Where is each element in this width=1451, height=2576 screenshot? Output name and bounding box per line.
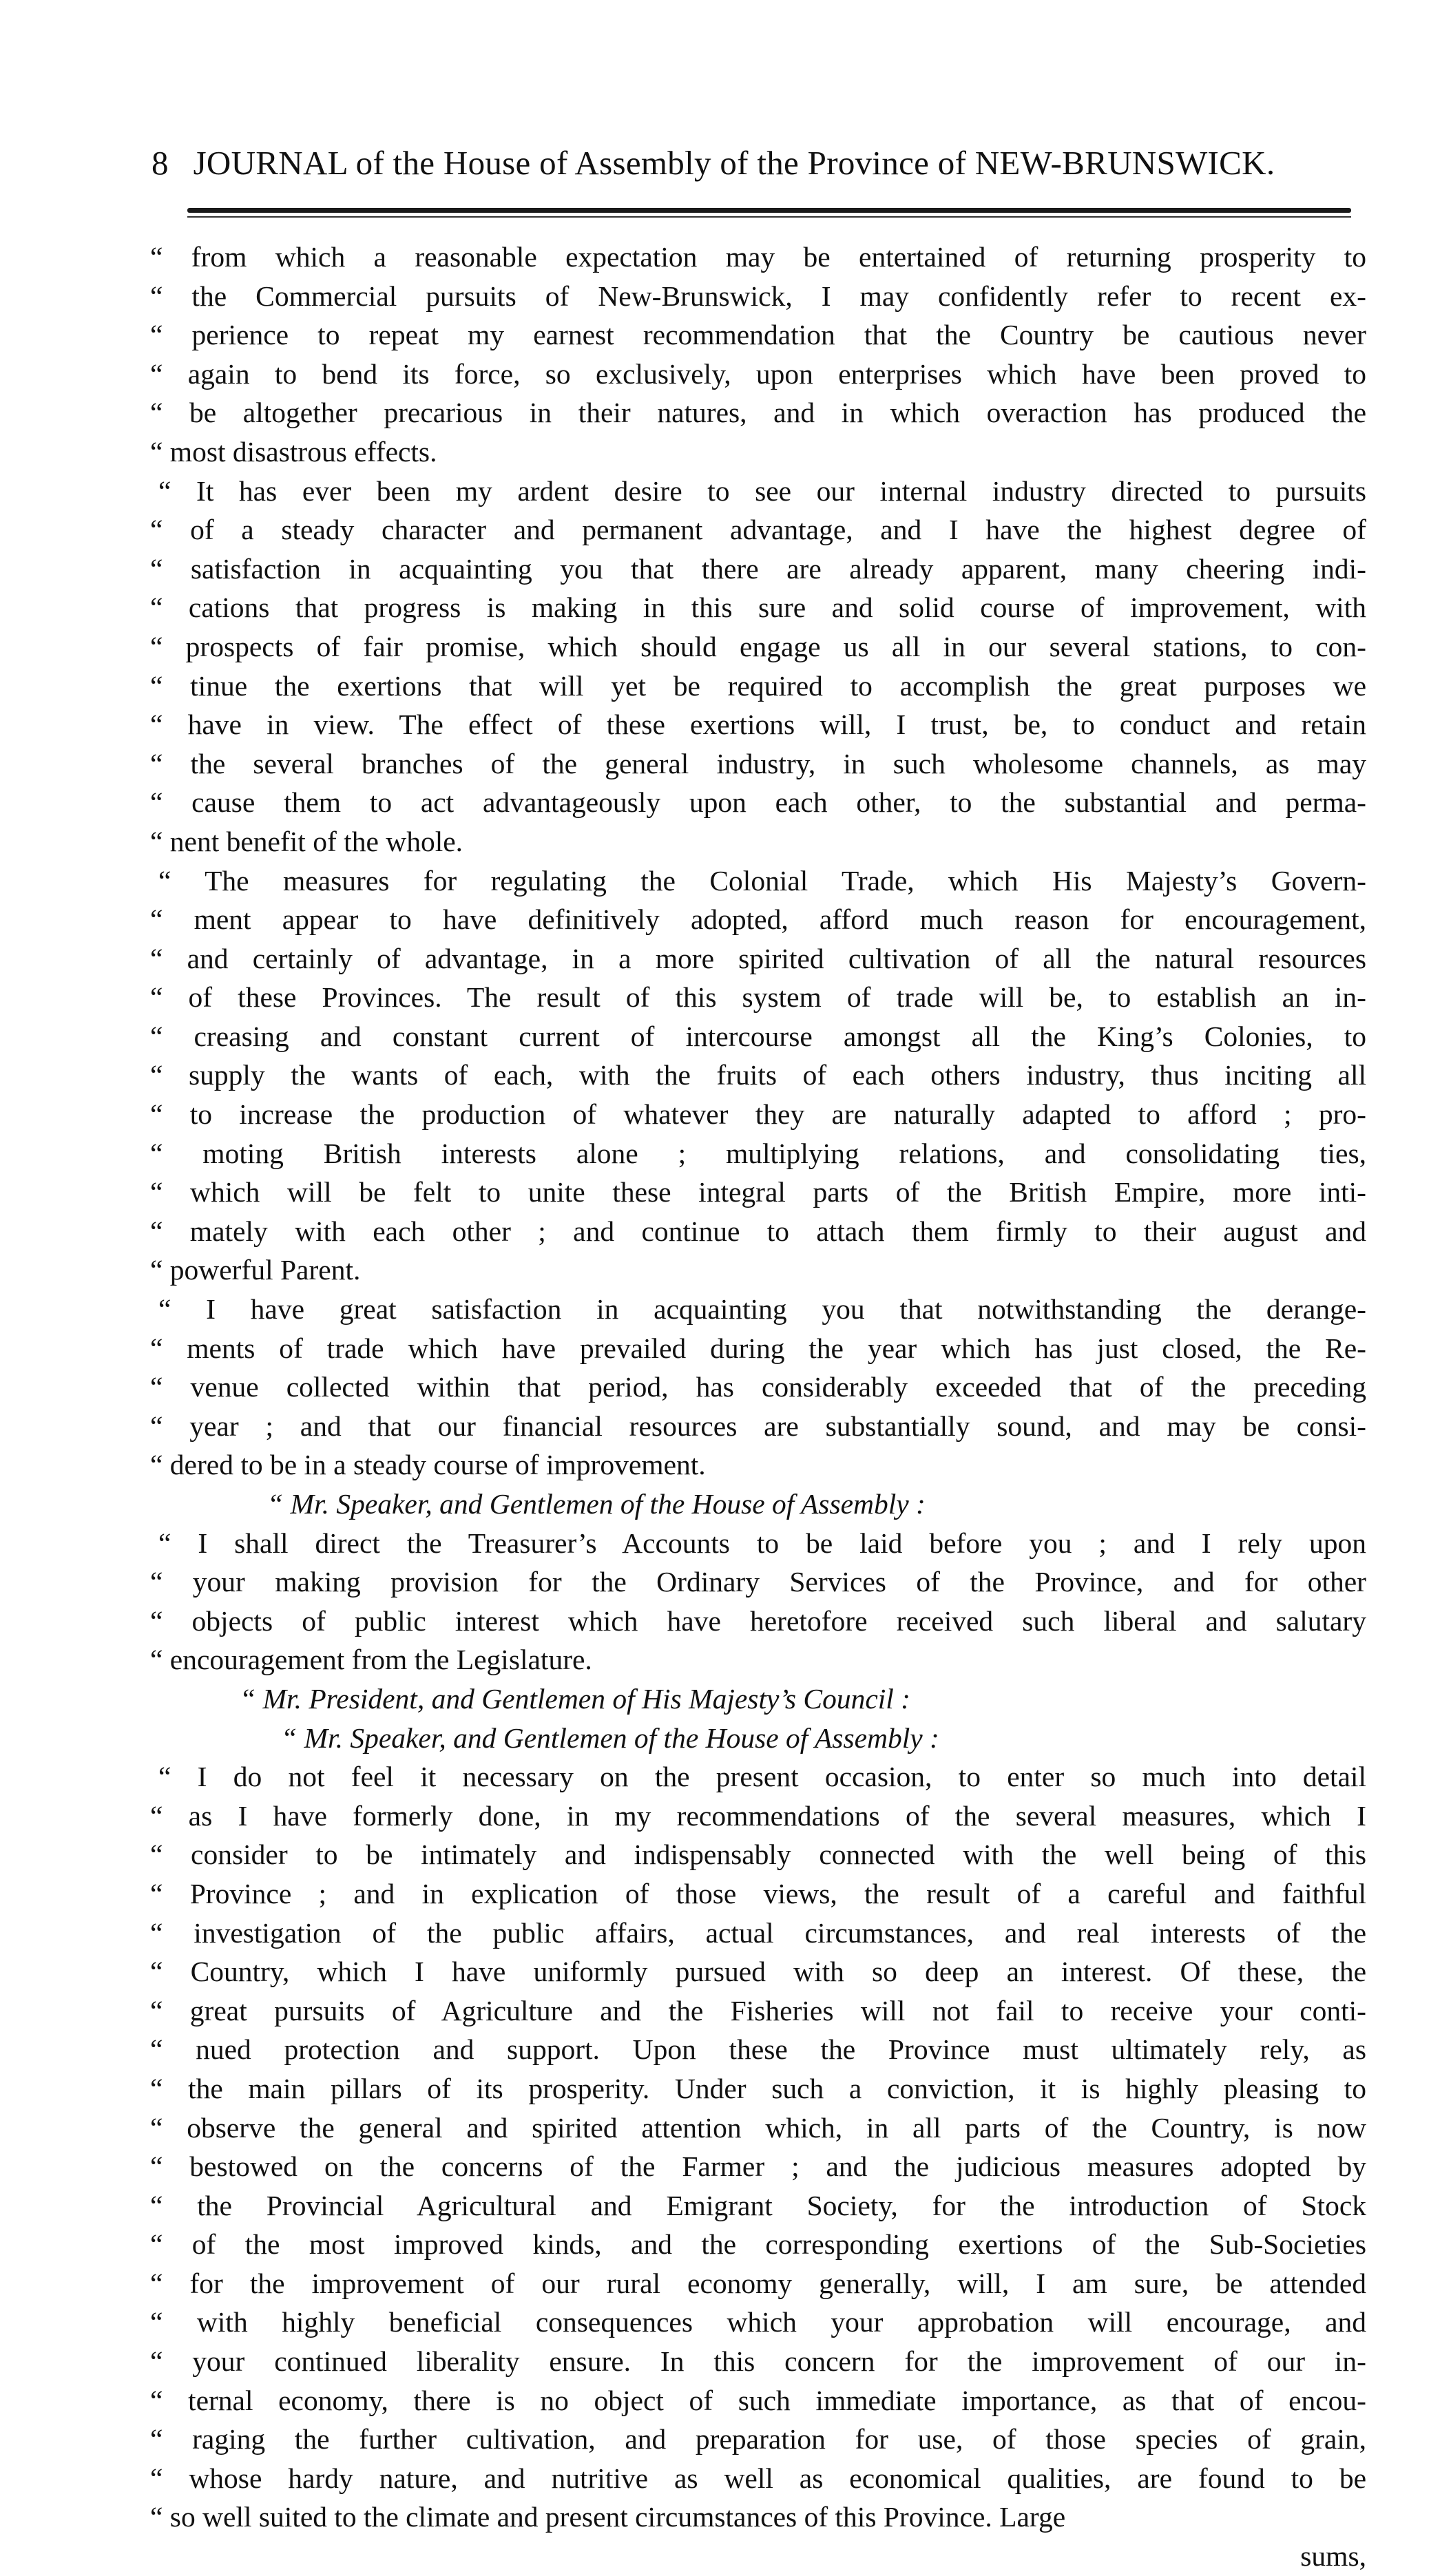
line-text: “ ternal economy, there is no object of such immediate importance, as that of encou- — [150, 2384, 1366, 2416]
text-line — [150, 355, 1366, 394]
line-text: “ the main pillars of its prosperity. Under such a conviction, it is highly pleasing to — [150, 2072, 1366, 2104]
line-text: “ objects of public interest which have heretofore received such liberal and salutary — [150, 1604, 1366, 1637]
text-line — [150, 2342, 1366, 2381]
line-text: “ of these Provinces. The result of this system of trade will be, to establish an in- — [150, 981, 1366, 1014]
text-line — [150, 238, 1366, 277]
line-text: “ with highly beneficial consequences which your approbation will encourage, and — [150, 2306, 1366, 2338]
text-line — [150, 1835, 1366, 1874]
line-text: “ Province ; and in explication of those views, the result of a careful and faithful — [150, 1877, 1366, 1909]
text-line — [150, 1797, 1366, 1836]
text-line — [150, 744, 1366, 784]
text-line — [150, 393, 1366, 432]
text-line — [150, 1173, 1366, 1212]
line-text: “ Mr. Speaker, and Gentlemen of the House of Assembly : — [281, 1721, 939, 1754]
text-line — [150, 2498, 1366, 2537]
text-line — [150, 822, 1366, 861]
text-line — [150, 1445, 1366, 1485]
line-text: “ again to bend its force, so exclusively, upon enterprises which have been proved to — [150, 357, 1366, 390]
line-text: “ the Commercial pursuits of New-Brunswick, I may confidently refer to recent ex- — [150, 280, 1366, 312]
line-text: “ ments of trade which have prevailed during the year which has just closed, the Re- — [150, 1332, 1366, 1364]
text-line — [150, 1562, 1366, 1602]
running-title: JOURNAL of the House of Assembly of the Province of NEW-BRUNSWICK. — [193, 144, 1275, 182]
line-text: “ of a steady character and permanent advantage, and I have the highest degree of — [150, 514, 1366, 546]
line-text: “ of the most improved kinds, and the corresponding exertions of the Sub-Societies — [150, 2228, 1366, 2261]
text-line — [150, 939, 1366, 978]
line-text: “ bestowed on the concerns of the Farmer ; and the judicious measures adopted by — [150, 2150, 1366, 2183]
text-line — [150, 1952, 1366, 1991]
text-line — [150, 1095, 1366, 1134]
text-line — [150, 1250, 1366, 1290]
line-text: “ as I have formerly done, in my recommendations of the several measures, which I — [150, 1799, 1366, 1832]
line-text: “ so well suited to the climate and present circumstances of this Province. Large — [150, 2501, 1066, 2533]
text-line — [150, 705, 1366, 744]
header-rule-thin — [187, 216, 1351, 218]
line-text: “ observe the general and spirited attention which, in all parts of the Country, is now — [150, 2111, 1366, 2144]
line-text: “ satisfaction in acquainting you that there are already apparent, many cheering indi- — [150, 552, 1366, 585]
line-text: “ powerful Parent. — [150, 1254, 361, 1286]
text-line — [150, 510, 1366, 549]
line-text: “ nent benefit of the whole. — [150, 825, 463, 857]
text-line — [150, 1524, 1366, 1563]
line-text: “ nued protection and support. Upon these the Province must ultimately rely, as — [150, 2033, 1366, 2066]
line-text: “ cations that progress is making in this sure and solid course of improvement, with — [150, 591, 1366, 624]
text-line — [150, 2186, 1366, 2226]
line-text: “ mately with each other ; and continue to attach them firmly to their august and — [150, 1215, 1366, 1247]
text-line — [150, 277, 1366, 316]
address-heading — [150, 1719, 1366, 1758]
text-line — [150, 2147, 1366, 2186]
text-line — [150, 1134, 1366, 1173]
text-line — [150, 861, 1366, 901]
line-text: “ moting British interests alone ; multiplying relations, and consolidating ties, — [150, 1137, 1366, 1169]
text-line — [150, 2069, 1366, 2108]
text-line — [150, 1640, 1366, 1679]
page-number: 8 — [152, 144, 169, 182]
text-line — [150, 667, 1366, 706]
text-line — [150, 1914, 1366, 1953]
line-text: “ encouragement from the Legislature. — [150, 1644, 592, 1676]
line-text: “ from which a reasonable expectation may be entertained of returning prosperity to — [150, 241, 1366, 273]
line-text: “ supply the wants of each, with the fruits of each others industry, thus inciting all — [150, 1059, 1366, 1091]
text-line — [150, 2225, 1366, 2264]
line-text: “ creasing and constant current of intercourse amongst all the King’s Colonies, to — [150, 1020, 1366, 1052]
address-heading — [150, 1485, 1366, 1524]
text-line — [150, 1602, 1366, 1641]
text-line — [150, 783, 1366, 822]
text-line — [150, 1212, 1366, 1251]
line-text: “ perience to repeat my earnest recommendation that the Country be cautious never — [150, 319, 1366, 351]
line-text: “ be altogether precarious in their natures, and in which overaction has produced the — [150, 397, 1366, 429]
line-text: “ dered to be in a steady course of improvement. — [150, 1449, 706, 1481]
text-line — [150, 1290, 1366, 1329]
line-text: “ the several branches of the general industry, in such wholesome channels, as may — [150, 747, 1366, 779]
text-line — [150, 1874, 1366, 1914]
text-line — [150, 1056, 1366, 1095]
running-header — [152, 142, 1377, 185]
address-heading — [150, 1679, 1366, 1719]
text-line — [150, 472, 1366, 511]
text-line — [150, 1407, 1366, 1446]
text-line — [150, 2537, 1366, 2576]
text-line — [150, 627, 1366, 667]
line-text: “ your making provision for the Ordinary Services of the Province, and for other — [150, 1566, 1366, 1598]
text-line — [150, 1757, 1366, 1797]
text-line — [150, 2381, 1366, 2420]
text-line — [150, 2108, 1366, 2148]
text-line — [150, 2303, 1366, 2342]
line-text: “ raging the further cultivation, and preparation for use, of those species of grain, — [150, 2423, 1366, 2455]
text-line — [150, 432, 1366, 472]
line-text: “ Mr. Speaker, and Gentlemen of the House of Assembly : — [267, 1488, 926, 1520]
line-text: “ cause them to act advantageously upon each other, to the substantial and perma- — [150, 786, 1366, 819]
line-text: “ I shall direct the Treasurer’s Accounts to be laid before you ; and I rely upon — [158, 1527, 1366, 1559]
line-text: “ investigation of the public affairs, actual circumstances, and real interests of the — [150, 1916, 1366, 1949]
line-text: “ I have great satisfaction in acquainting you that notwithstanding the derange- — [158, 1293, 1366, 1326]
line-text: “ prospects of fair promise, which should engage us all in our several stations, to con- — [150, 630, 1366, 662]
text-line — [150, 549, 1366, 589]
text-line — [150, 1368, 1366, 1407]
text-line — [150, 2030, 1366, 2069]
line-text: “ I do not feel it necessary on the present occasion, to enter so much into detail — [158, 1761, 1366, 1793]
line-text: “ year ; and that our financial resources are substantially sound, and may be consi- — [150, 1410, 1366, 1442]
line-text: “ your continued liberality ensure. In this concern for the improvement of our in- — [150, 2345, 1366, 2378]
line-text: “ whose hardy nature, and nutritive as well as economical qualities, are found to be — [150, 2462, 1366, 2494]
text-line — [150, 2420, 1366, 2459]
line-text: “ Mr. President, and Gentlemen of His Majesty’s Council : — [240, 1682, 910, 1715]
line-text: “ and certainly of advantage, in a more spirited cultivation of all the natural resources — [150, 942, 1366, 974]
line-text: “ most disastrous effects. — [150, 435, 437, 468]
line-text: “ for the improvement of our rural economy generally, will, I am sure, be attended — [150, 2267, 1366, 2299]
line-text: “ ment appear to have definitively adopted, afford much reason for encouragement, — [150, 903, 1366, 936]
line-text: “ Country, which I have uniformly pursued with so deep an interest. Of these, the — [150, 1956, 1366, 1988]
text-line — [150, 1991, 1366, 2031]
line-text: “ to increase the production of whatever they are naturally adapted to afford ; pro- — [150, 1098, 1366, 1131]
line-text: “ great pursuits of Agriculture and the Fisheries will not fail to receive your conti- — [150, 1994, 1366, 2027]
header-rule — [187, 208, 1351, 213]
text-line — [150, 1017, 1366, 1056]
text-line — [150, 978, 1366, 1017]
line-text: “ venue collected within that period, has considerably exceeded that of the preceding — [150, 1371, 1366, 1403]
line-text: “ consider to be intimately and indispensably connected with the well being of this — [150, 1839, 1366, 1871]
line-text: “ tinue the exertions that will yet be required to accomplish the great purposes we — [150, 669, 1366, 702]
text-line — [150, 588, 1366, 627]
line-text: sums, — [1300, 2540, 1366, 2573]
text-line — [150, 315, 1366, 355]
text-body — [150, 238, 1366, 2576]
line-text: “ The measures for regulating the Colonial Trade, which His Majesty’s Govern- — [158, 864, 1366, 897]
line-text: “ have in view. The effect of these exertions will, I trust, be, to conduct and retain — [150, 709, 1366, 741]
line-text: “ which will be felt to unite these integral parts of the British Empire, more inti- — [150, 1176, 1366, 1208]
text-line — [150, 1329, 1366, 1368]
line-text: “ It has ever been my ardent desire to see our internal industry directed to pursuits — [158, 474, 1366, 507]
text-line — [150, 2264, 1366, 2303]
text-line — [150, 900, 1366, 939]
line-text: “ the Provincial Agricultural and Emigrant Society, for the introduction of Stock — [150, 2189, 1366, 2221]
